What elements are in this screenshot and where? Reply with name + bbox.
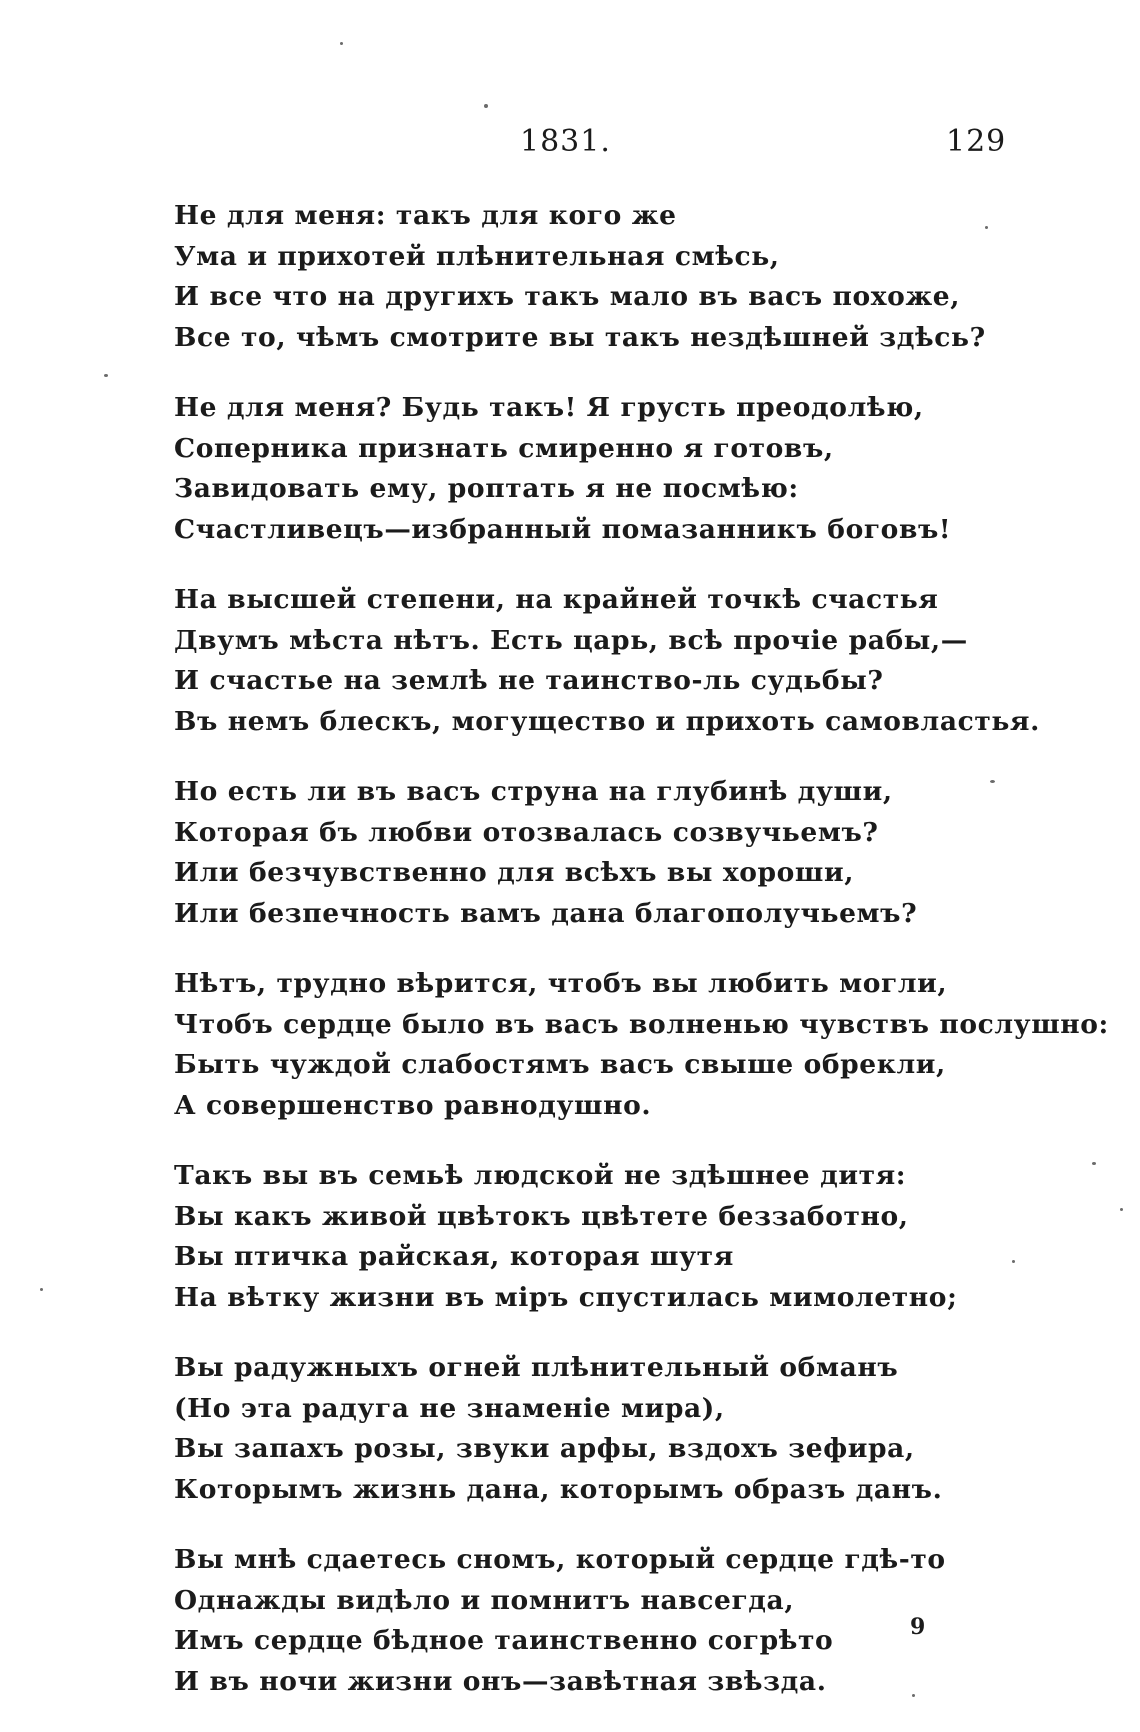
verse-line: Не для меня? Будь такъ! Я грусть преодолѣю, (174, 392, 924, 423)
verse-line: Или безчувственно для всѣхъ вы хороши, (174, 857, 855, 888)
stanza (174, 1156, 1074, 1318)
scan-speck (1120, 1208, 1123, 1211)
running-header-year: 1831. (520, 124, 611, 159)
scan-speck (484, 104, 488, 108)
scan-speck (990, 780, 995, 783)
verse-line: Не для меня: такъ для кого же (174, 200, 677, 231)
verse-line: Въ немъ блескъ, могущество и прихоть самовластья. (174, 705, 1040, 737)
verse-line: Но есть ли въ васъ струна на глубинѣ души, (174, 776, 893, 807)
scan-speck (40, 1288, 43, 1291)
verse-line: Нѣтъ, трудно вѣрится, чтобъ вы любить могли, (174, 968, 948, 999)
scan-speck (1092, 1162, 1096, 1165)
poem-body (174, 196, 1109, 1732)
scan-speck (340, 42, 343, 45)
verse-line: Соперника признать смиренно я готовъ, (174, 432, 834, 464)
verse-line: Завидовать ему, роптать я не посмѣю: (174, 473, 799, 504)
scan-speck (985, 226, 988, 229)
verse-line: Вы радужныхъ огней плѣнительный обманъ (174, 1352, 899, 1383)
verse-line: Все то, чѣмъ смотрите вы такъ нездѣшней здѣсь? (174, 321, 986, 353)
stanza (174, 196, 1074, 358)
verse-line: На высшей степени, на крайней точкѣ счастья (174, 584, 939, 615)
verse-line: Счастливецъ—избранный помазанникъ боговъ! (174, 513, 952, 545)
stanza (174, 772, 1074, 934)
verse-line: Двумъ мѣста нѣтъ. Есть царь, всѣ прочіе рабы,— (174, 624, 968, 656)
printer-signature-mark: 9 (910, 1614, 926, 1640)
scan-speck (912, 1694, 915, 1697)
verse-line: Чтобъ сердце было въ васъ волненью чувствъ послушно: (174, 1008, 1109, 1040)
verse-line: Однажды видѣло и помнитъ навсегда, (174, 1584, 795, 1616)
verse-line: И счастье на землѣ не таинство-ль судьбы? (174, 665, 884, 696)
verse-line: Вы птичка райская, которая шутя (174, 1241, 734, 1272)
stanza (174, 580, 1074, 742)
verse-line: Вы мнѣ сдаетесь сномъ, который сердце гдѣ-то (174, 1544, 946, 1575)
stanza (174, 964, 1109, 1126)
verse-line: Ума и прихотей плѣнительная смѣсь, (174, 240, 780, 272)
verse-line: И въ ночи жизни онъ—завѣтная звѣзда. (174, 1665, 827, 1697)
verse-line: (Но эта радуга не знаменіе мира), (174, 1392, 725, 1424)
verse-line: А совершенство равнодушно. (174, 1089, 652, 1121)
stanza (174, 388, 1074, 550)
stanza (174, 1348, 1074, 1510)
verse-line: Или безпечность вамъ дана благополучьемъ? (174, 897, 918, 929)
verse-line: Которая бъ любви отозвалась созвучьемъ? (174, 816, 879, 848)
verse-line: Такъ вы въ семьѣ людской не здѣшнее дитя: (174, 1160, 907, 1191)
verse-line: Вы запахъ розы, звуки арфы, вздохъ зефира, (174, 1433, 915, 1464)
verse-line: Которымъ жизнь дана, которымъ образъ данъ. (174, 1473, 943, 1505)
scan-speck (104, 374, 108, 377)
page-number: 129 (946, 124, 1007, 159)
verse-line: Имъ сердце бѣдное таинственно согрѣто (174, 1625, 834, 1656)
verse-line: И все что на другихъ такъ мало въ васъ похоже, (174, 281, 961, 312)
verse-line: Вы какъ живой цвѣтокъ цвѣтете беззаботно, (174, 1200, 909, 1232)
verse-line: На вѣтку жизни въ міръ спустилась мимолетно; (174, 1281, 958, 1313)
scan-speck (1012, 1260, 1015, 1263)
stanza (174, 1540, 1074, 1702)
verse-line: Быть чуждой слабостямъ васъ свыше обрекли, (174, 1049, 946, 1080)
